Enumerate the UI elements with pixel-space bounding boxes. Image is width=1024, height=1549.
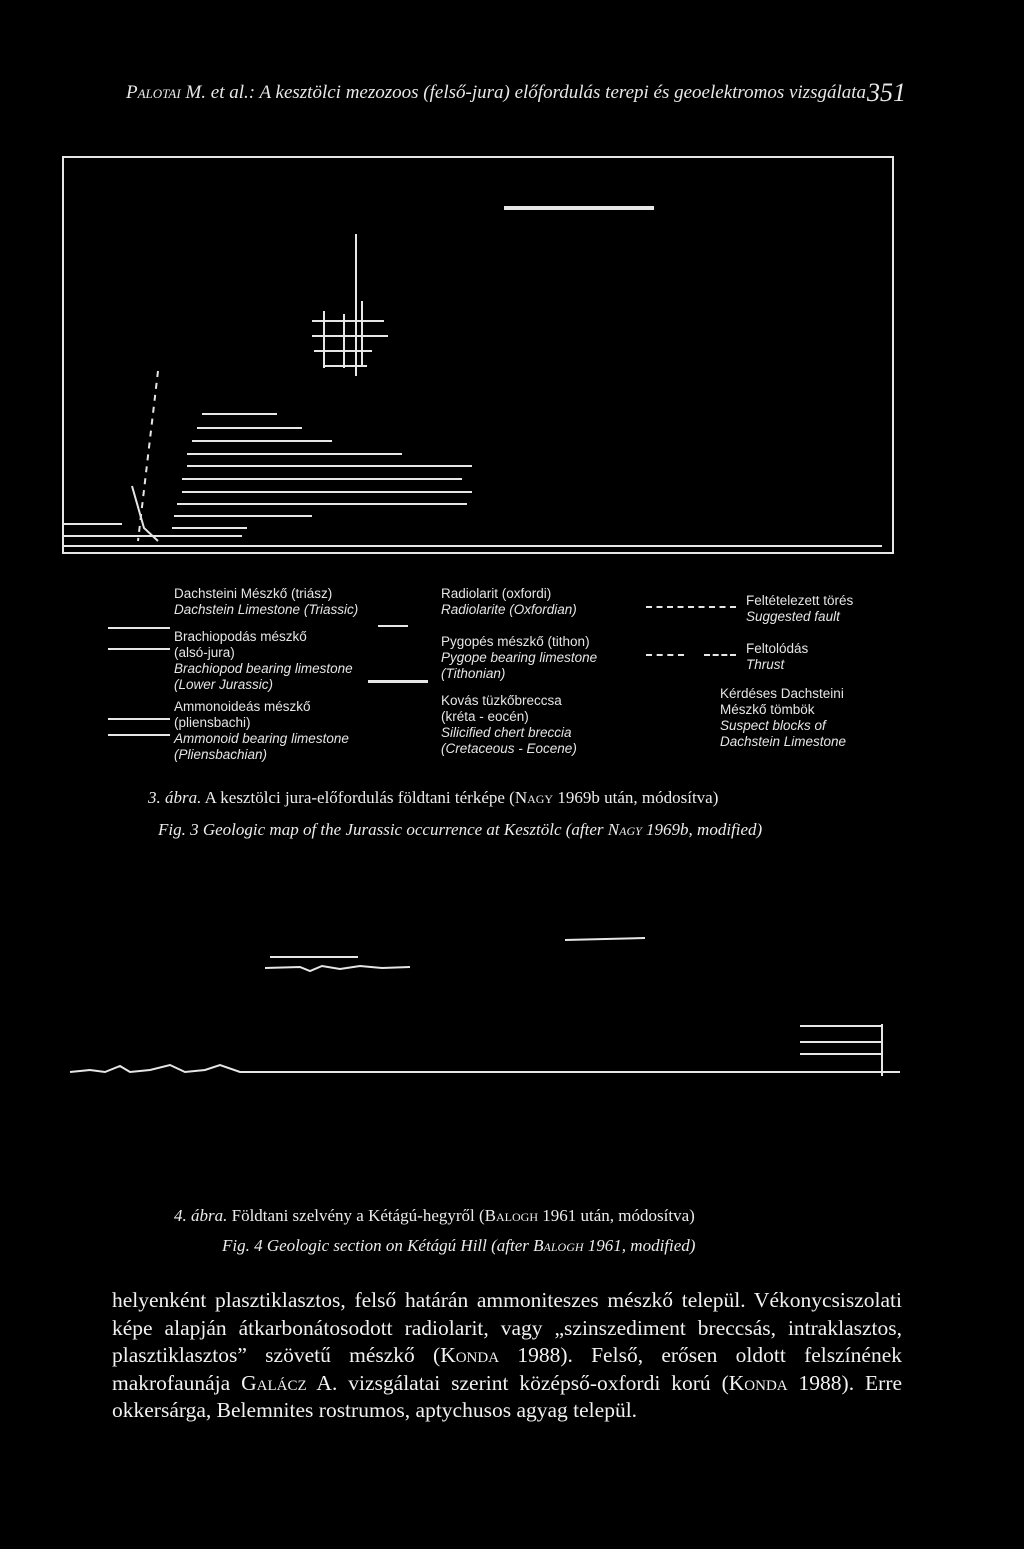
geologic-section xyxy=(60,930,900,1080)
legend-swatch-dachstein xyxy=(108,627,170,629)
legend-label-en: (Cretaceous - Eocene) xyxy=(441,741,577,756)
caption-text: 1969b, modified) xyxy=(641,820,763,839)
body-text: A. vizsgálatai szerint középső-oxfordi korú ( xyxy=(306,1370,729,1395)
legend-label-en: Suggested fault xyxy=(746,609,840,624)
legend-col3-item3 xyxy=(720,686,890,750)
body-text: helyenként plasztiklasztos, felső határán ammoniteszes mészkő települ. Vékonycsiszolati képe alapján átkarbonátosodott radiolarit, vagy „szinszediment breccsás, intraklasztos, plasztiklasztos” szövetű mészkő ( xyxy=(112,1288,902,1367)
legend-swatch-suggested-fault xyxy=(646,606,736,608)
section-block-2 xyxy=(565,938,645,940)
legend-label-en: Ammonoid bearing limestone xyxy=(174,731,349,746)
caption-text: Geologic map of the Jurassic occurrence at Kesztölc (after xyxy=(198,820,608,839)
citation-author: Konda xyxy=(440,1343,500,1367)
legend-label-en: Suspect blocks of xyxy=(720,718,826,733)
running-header xyxy=(126,78,906,112)
fig3-caption-en xyxy=(158,820,878,840)
legend-col2-item3 xyxy=(441,693,621,757)
body-paragraph xyxy=(112,1287,902,1425)
body-text: 1988). Erre okkersárga, Belemnites rostrumos, aptychusos agyag települ. xyxy=(112,1370,903,1422)
geologic-map xyxy=(62,156,894,554)
body-text: 1988). Felső, erősen oldott felszínének makrofaunája xyxy=(112,1343,902,1395)
legend-swatch-ammonoid xyxy=(108,718,170,720)
legend-col1-item1 xyxy=(174,586,384,618)
page-number: 351 xyxy=(867,78,906,107)
legend-label-en: Silicified chert breccia xyxy=(441,725,572,740)
legend-swatch-brachiopod-b xyxy=(368,680,428,683)
legend-col1-item3 xyxy=(174,699,384,763)
fig4-caption-en xyxy=(222,1236,922,1256)
caption-text: 1961, modified) xyxy=(583,1236,696,1255)
legend-label-hu: Kérdéses Dachsteini xyxy=(720,686,844,701)
legend-label-hu: Kovás tüzkőbreccsa xyxy=(441,693,562,708)
fig3-caption-hu xyxy=(148,788,868,808)
legend-col3-item2 xyxy=(746,641,886,673)
legend-swatch-thrust-b xyxy=(704,654,736,656)
fig4-label-hu: 4. ábra. xyxy=(174,1206,228,1225)
header-etal: et al. xyxy=(206,82,249,103)
fig3-label-hu: 3. ábra. xyxy=(148,788,202,807)
legend-col2-item2 xyxy=(441,634,621,682)
legend-col3-item1 xyxy=(746,593,886,625)
legend-swatch-dachstein-b xyxy=(378,625,408,627)
citation-author: Konda xyxy=(728,1370,788,1395)
caption-author: Nagy xyxy=(514,788,554,807)
legend-col1-item2 xyxy=(174,629,384,693)
legend-swatch-thrust xyxy=(646,654,684,656)
legend-label-hu: (kréta - eocén) xyxy=(441,709,529,724)
legend-swatch-brachiopod xyxy=(108,648,170,650)
legend-label-hu: Pygopés mészkő (tithon) xyxy=(441,634,590,649)
body-text-block xyxy=(112,1287,902,1425)
legend-label-hu: Ammonoideás mészkő xyxy=(174,699,311,714)
legend-label-hu: (alsó-jura) xyxy=(174,645,235,660)
caption-text: Geologic section on Kétágú Hill (after xyxy=(262,1236,534,1255)
header-title: : A kesztölci mezozoos (felső-jura) előfordulás terepi és geoelektromos vizsgálata xyxy=(248,82,867,103)
citation-author: Galácz xyxy=(241,1370,307,1395)
section-ground-line xyxy=(70,1065,900,1072)
fig4-label-en: Fig. 4 xyxy=(222,1236,263,1255)
fig4-caption-hu xyxy=(174,1206,874,1226)
caption-author: Balogh xyxy=(533,1236,584,1255)
fig3-label-en: Fig. 3 xyxy=(158,820,199,839)
legend-label-en: Brachiopod bearing limestone xyxy=(174,661,353,676)
legend-label-en: Dachstein Limestone (Triassic) xyxy=(174,602,359,617)
legend-label-hu: Feltolódás xyxy=(746,641,809,656)
header-author: Palotai M. xyxy=(126,82,207,103)
legend-label-en: Pygope bearing limestone xyxy=(441,650,598,665)
legend-label-en: (Pliensbachian) xyxy=(174,747,268,762)
legend-label-en: (Tithonian) xyxy=(441,666,506,681)
caption-author: Balogh xyxy=(484,1206,539,1225)
caption-text: 1969b után, módosítva) xyxy=(553,788,719,807)
caption-author: Nagy xyxy=(607,820,642,839)
legend-label-hu: (pliensbachi) xyxy=(174,715,251,730)
legend-label-hu: Dachsteini Mészkő (triász) xyxy=(174,586,333,601)
legend-label-en: Thrust xyxy=(746,657,785,672)
caption-text: A kesztölci jura-előfordulás földtani térképe ( xyxy=(201,788,515,807)
caption-text: 1961 után, módosítva) xyxy=(538,1206,695,1225)
legend-label-en: Dachstein Limestone xyxy=(720,734,847,749)
legend-label-en: (Lower Jurassic) xyxy=(174,677,274,692)
legend-label-hu: Brachiopodás mészkő xyxy=(174,629,307,644)
legend-label-en: Radiolarite (Oxfordian) xyxy=(441,602,577,617)
caption-text: Földtani szelvény a Kétágú-hegyről ( xyxy=(227,1206,485,1225)
legend-swatch-ammonoid-b xyxy=(108,734,170,736)
legend-col2-item1 xyxy=(441,586,621,618)
legend-label-hu: Mészkő tömbök xyxy=(720,702,815,717)
legend-label-hu: Feltételezett törés xyxy=(746,593,854,608)
legend-label-hu: Radiolarit (oxfordi) xyxy=(441,586,552,601)
